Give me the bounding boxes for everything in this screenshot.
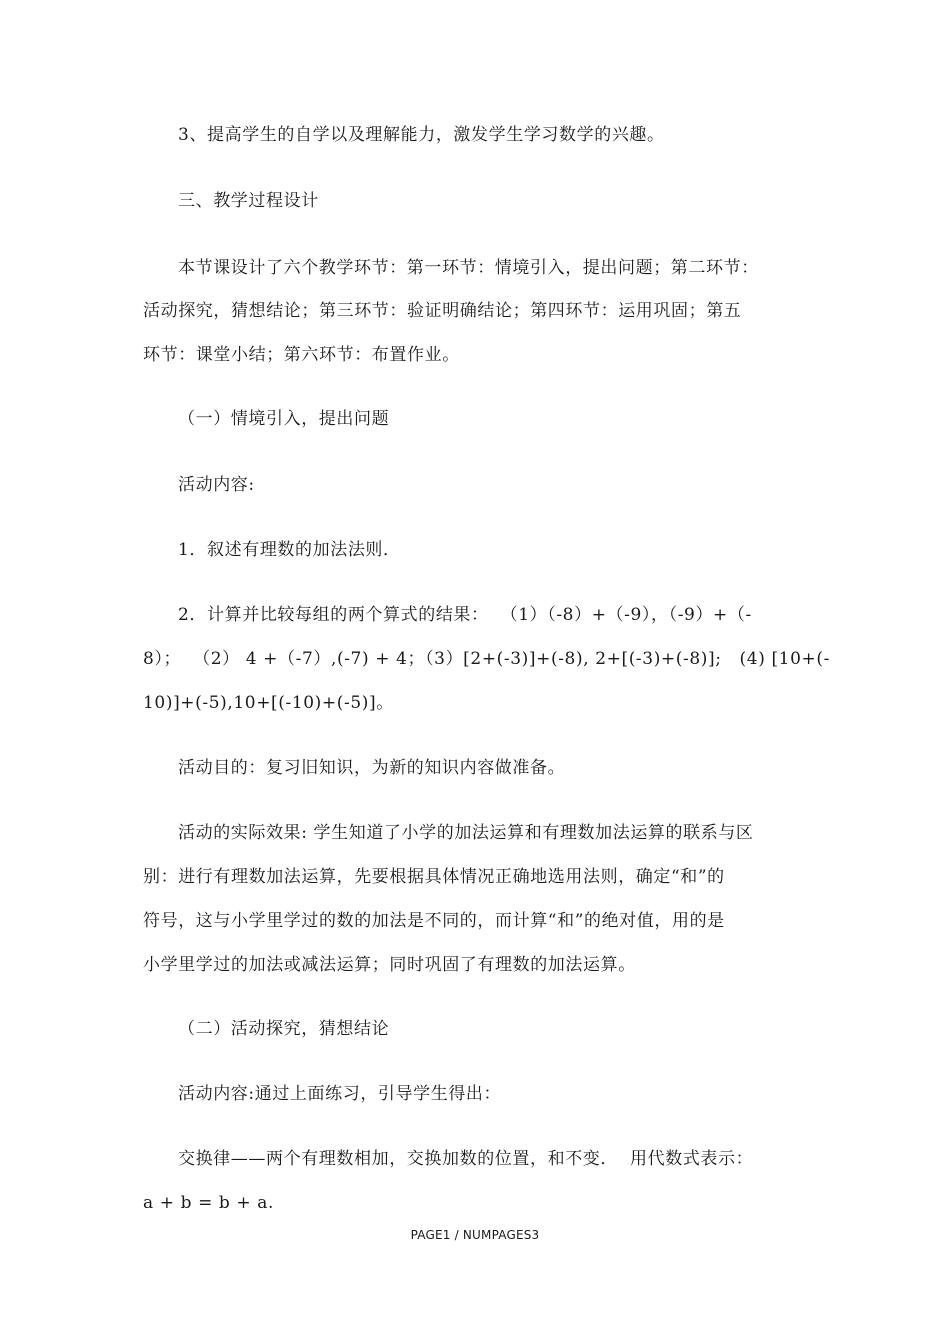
list-item-2-line-3: 10)]+(-5),10+[(-10)+(-5)]。: [143, 693, 394, 713]
activity-content-label-2: 活动内容:通过上面练习，引导学生得出：: [178, 1084, 502, 1104]
commutative-law-line-1: 交换律——两个有理数相加，交换加数的位置，和不变． 用代数式表示：: [178, 1149, 754, 1169]
activity-effect-line-3: 符号，这与小学里学过的数的加法是不同的，而计算“和”的绝对值，用的是: [143, 911, 725, 931]
page-number-footer: PAGE1 / NUMPAGES3: [410, 1228, 540, 1242]
list-item-1: 1．叙述有理数的加法法则．: [178, 540, 401, 560]
activity-goal: 活动目的：复习旧知识，为新的知识内容做准备。: [178, 758, 566, 778]
activity-content-label-1: 活动内容:: [178, 475, 255, 495]
paragraph-overview-line-3: 环节：课堂小结；第六环节：布置作业。: [143, 345, 460, 365]
paragraph-overview-line-2: 活动探究，猜想结论；第三环节：验证明确结论；第四环节：运用巩固；第五: [143, 301, 742, 321]
activity-effect-line-1: 活动的实际效果: 学生知道了小学的加法运算和有理数加法运算的联系与区: [178, 823, 754, 843]
subsection-heading-1: （一）情境引入，提出问题: [178, 409, 390, 429]
list-item-2-line-2: 8）； （2） 4 +（-7）,(-7) + 4；（3）[2+(-3)]+(-8), 2+[(-3)+(-8)]; (4) [10+(-: [143, 649, 830, 669]
paragraph-goal-3: 3、提高学生的自学以及理解能力，激发学生学习数学的兴趣。: [178, 125, 665, 145]
activity-effect-line-2: 别：进行有理数加法运算，先要根据具体情况正确地选用法则，确定“和”的: [143, 867, 725, 887]
section-heading-teaching-process: 三、教学过程设计: [178, 191, 319, 211]
activity-effect-line-4: 小学里学过的加法或减法运算；同时巩固了有理数的加法运算。: [143, 955, 636, 975]
commutative-law-formula: a + b = b + a.: [143, 1193, 274, 1213]
paragraph-overview-line-1: 本节课设计了六个教学环节：第一环节：情境引入，提出问题；第二环节：: [178, 258, 759, 278]
list-item-2-line-1: 2．计算并比较每组的两个算式的结果： （1）（-8）+（-9），（-9）+（-: [178, 605, 752, 625]
subsection-heading-2: （二）活动探究，猜想结论: [178, 1019, 390, 1039]
